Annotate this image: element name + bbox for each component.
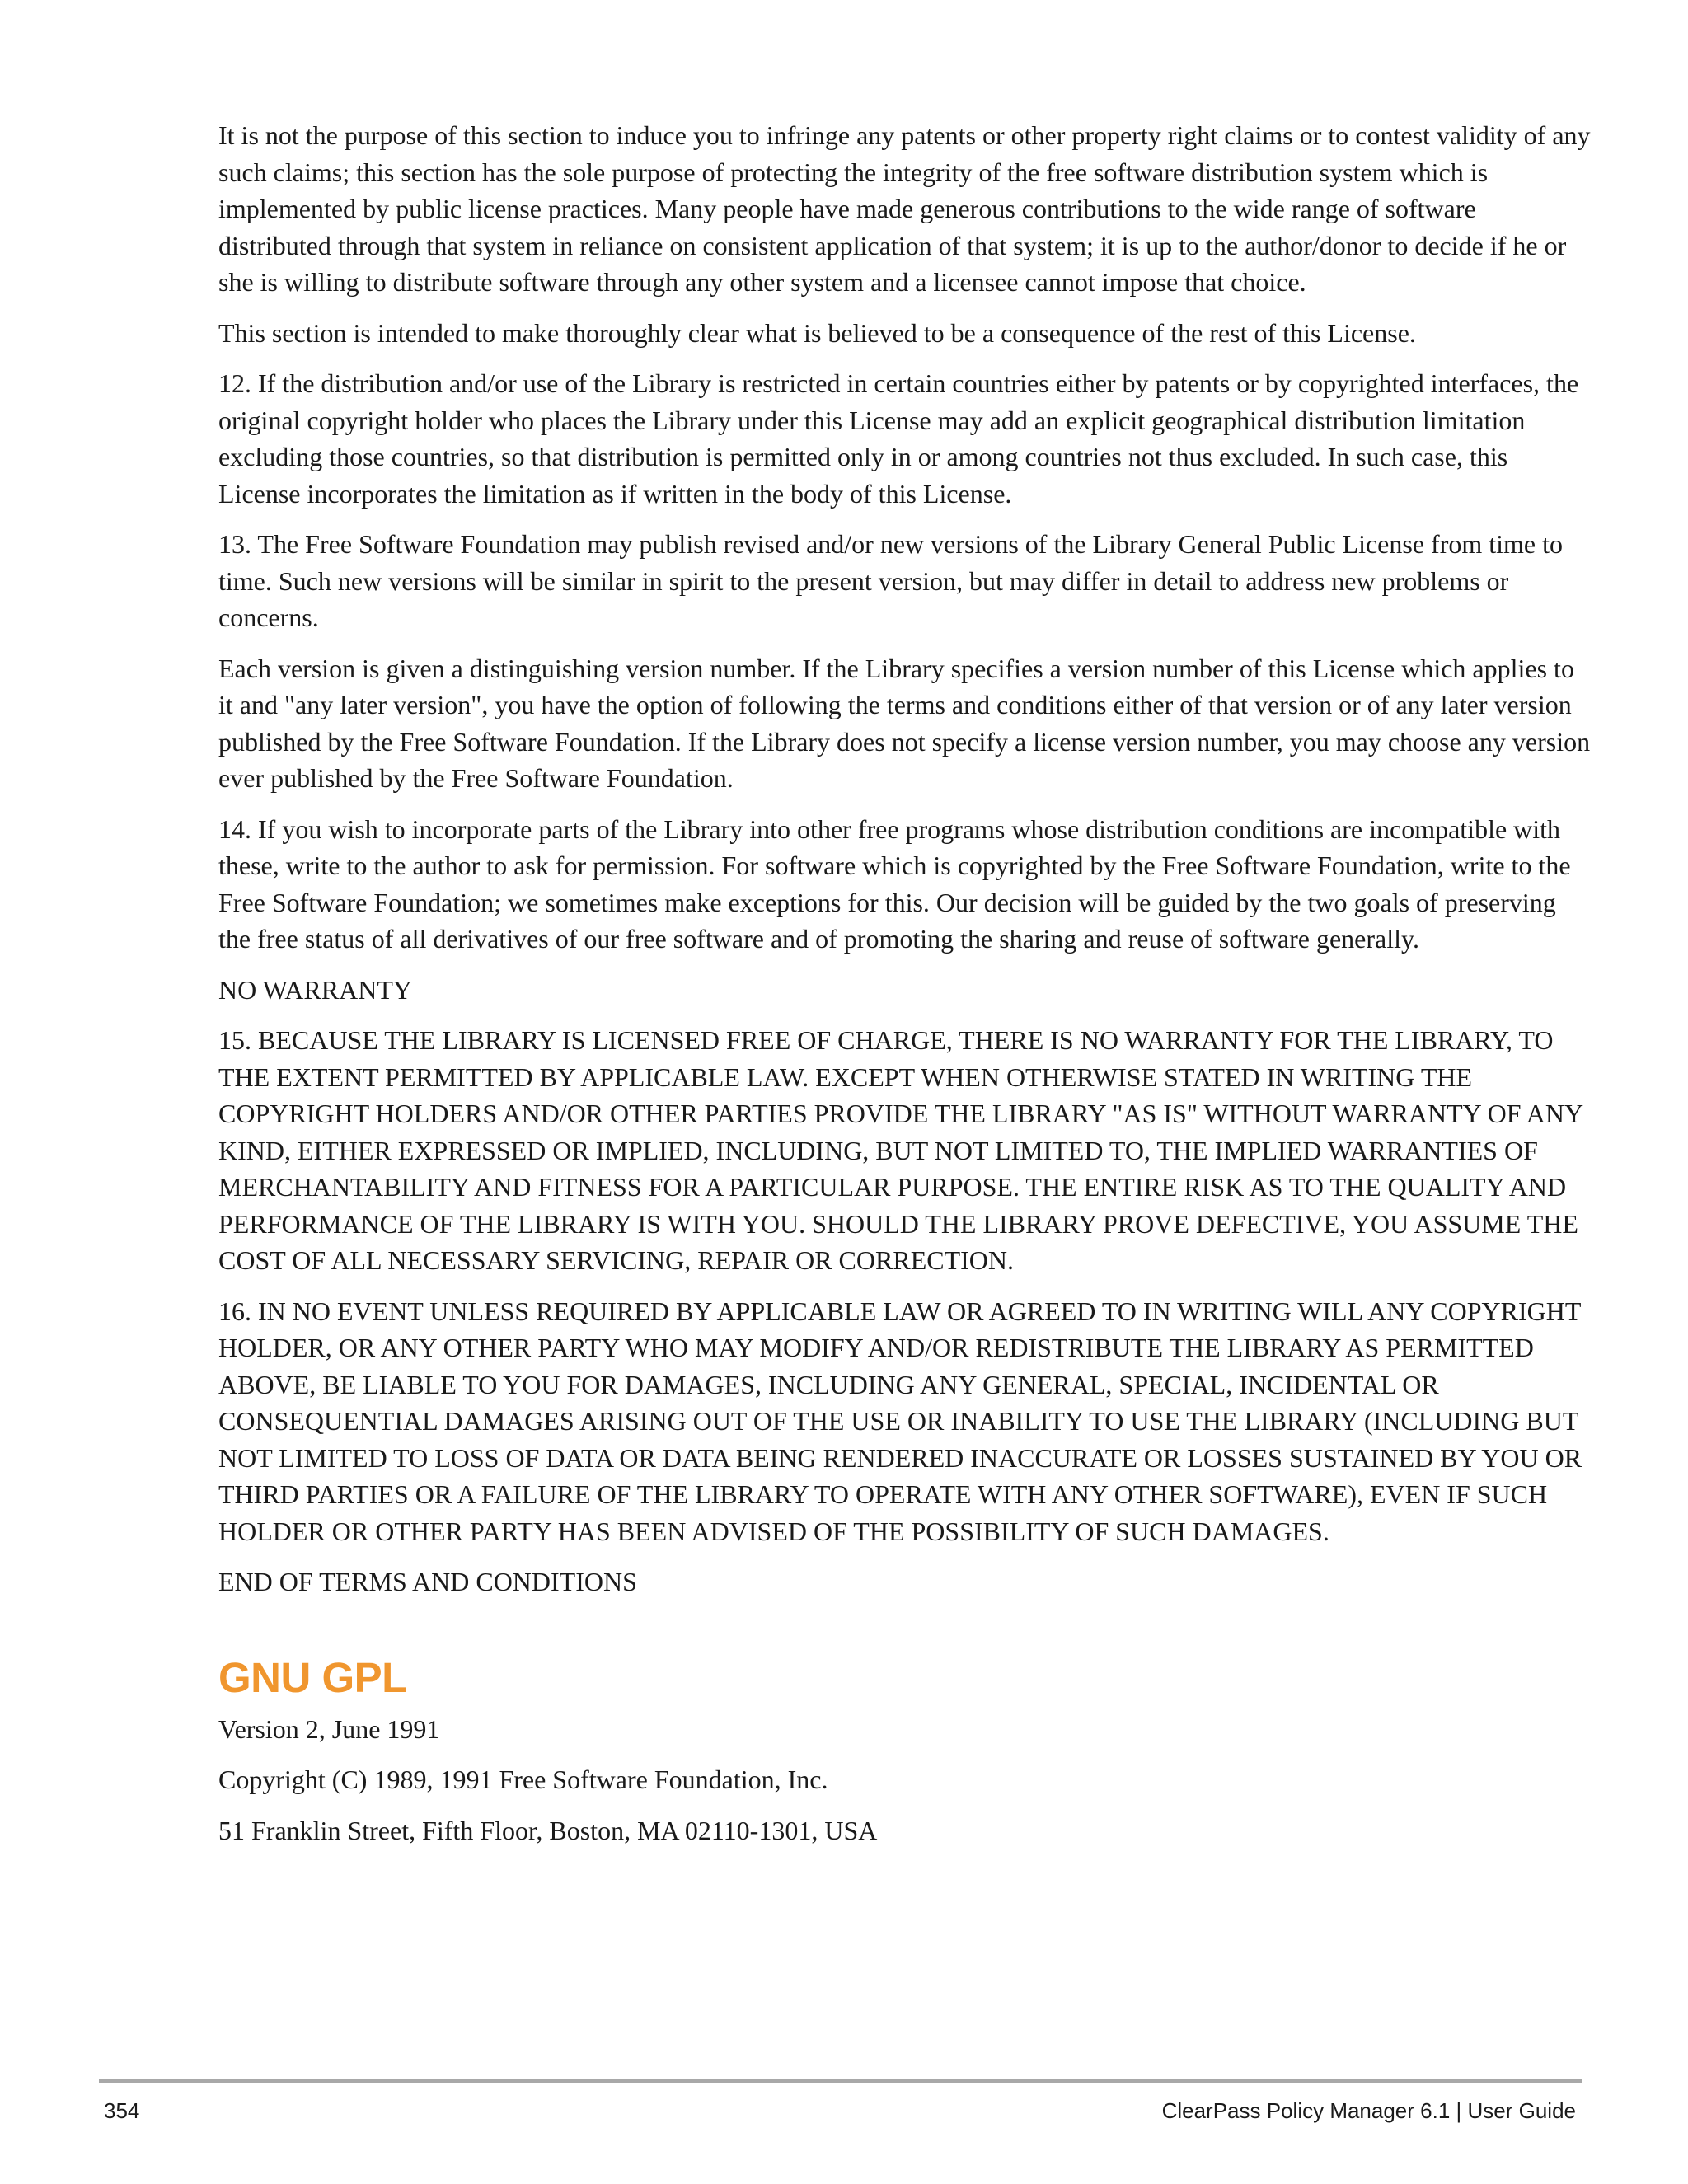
paragraph-section-16: 16. IN NO EVENT UNLESS REQUIRED BY APPLICABLE LAW OR AGREED TO IN WRITING WILL ANY COPYRIGHT HOLDER, OR ANY OTHER PARTY WHO MAY MODIFY AND/OR REDISTRIBUTE THE LIBRARY AS PERMITTED ABOVE, BE LIABLE TO YOU FOR DAMAGES, INCLUDING ANY GENERAL, SPECIAL, INCIDENTAL OR CONSEQUENTIAL DAMAGES ARISING OUT OF THE USE OR INABILITY TO USE THE LIBRARY (INCLUDING BUT NOT LIMITED TO LOSS OF DATA OR DATA BEING RENDERED INACCURATE OR LOSSES SUSTAINED BY YOU OR THIRD PARTIES OR A FAILURE OF THE LIBRARY TO OPERATE WITH ANY OTHER SOFTWARE), EVEN IF SUCH HOLDER OR OTHER PARTY HAS BEEN ADVISED OF THE POSSIBILITY OF SUCH DAMAGES.: [218, 1296, 1582, 1546]
paragraph-section-12: 12. If the distribution and/or use of the Library is restricted in certain countries either by patents or by copyrighted interfaces, the original copyright holder who places the Library under this License may add an explicit geographical distribution limitation excluding those countries, so that distribution is permitted only in or among countries not thus excluded. In such case, this License incorporates the limitation as if written in the body of this License.: [218, 368, 1579, 509]
footer-rule: [99, 2079, 1582, 2083]
gpl-address: 51 Franklin Street, Fifth Floor, Boston, MA 02110-1301, USA: [218, 1815, 878, 1845]
paragraph-section-14: 14. If you wish to incorporate parts of the Library into other free programs whose distribution conditions are incompatible with these, write to the author to ask for permission. For software which is copyrighted by the Free Software Foundation, write to the Free Software Foundation; we sometimes make exceptions for this. Our decision will be guided by the two goals of preserving the free status of all derivatives of our free software and of promoting the sharing and reuse of software generally.: [218, 813, 1571, 954]
gpl-copyright: Copyright (C) 1989, 1991 Free Software Foundation, Inc.: [218, 1765, 828, 1794]
paragraph-section-15: 15. BECAUSE THE LIBRARY IS LICENSED FREE OF CHARGE, THERE IS NO WARRANTY FOR THE LIBRARY, TO THE EXTENT PERMITTED BY APPLICABLE LAW. EXCEPT WHEN OTHERWISE STATED IN WRITING THE COPYRIGHT HOLDERS AND/OR OTHER PARTIES PROVIDE THE LIBRARY "AS IS" WITHOUT WARRANTY OF ANY KIND, EITHER EXPRESSED OR IMPLIED, INCLUDING, BUT NOT LIMITED TO, THE IMPLIED WARRANTIES OF MERCHANTABILITY AND FITNESS FOR A PARTICULAR PURPOSE. THE ENTIRE RISK AS TO THE QUALITY AND PERFORMANCE OF THE LIBRARY IS WITH YOU. SHOULD THE LIBRARY PROVE DEFECTIVE, YOU ASSUME THE COST OF ALL NECESSARY SERVICING, REPAIR OR CORRECTION.: [218, 1025, 1582, 1275]
paragraph-version-number: Each version is given a distinguishing version number. If the Library specifies a version number of this License which applies to it and "any later version", you have the option of following the terms and conditions either of that version or of any later version published by the Free Software Foundation. If the Library does not specify a license version number, you may choose any version ever published by the Free Software Foundation.: [218, 653, 1591, 793]
gpl-version: Version 2, June 1991: [218, 1713, 440, 1744]
page-body: [218, 117, 1591, 1863]
paragraph-patents-purpose: It is not the purpose of this section to induce you to infringe any patents or other property right claims or to contest validity of any such claims; this section has the sole purpose of protecting the integrity of the free software distribution system which is implemented by public license practices. Many people have made generous contributions to the wide range of software distributed through that system in reliance on consistent application of that system; it is up to the author/donor to decide if he or she is willing to distribute software through any other system and a licensee cannot impose that choice.: [218, 120, 1591, 297]
paragraph-section-13: 13. The Free Software Foundation may publish revised and/or new versions of the Library General Public License from time to time. Such new versions will be similar in spirit to the present version, but may differ in detail to address new problems or concerns.: [218, 529, 1563, 632]
page-number: 354: [104, 2098, 140, 2123]
paragraph-end-of-terms: END OF TERMS AND CONDITIONS: [218, 1567, 637, 1596]
guide-title: ClearPass Policy Manager 6.1 | User Guide: [1161, 2098, 1576, 2123]
heading-no-warranty: NO WARRANTY: [218, 974, 412, 1005]
paragraph-section-intent: This section is intended to make thoroughly clear what is believed to be a consequence of the rest of this License.: [218, 317, 1416, 348]
section-heading-gnu-gpl: GNU GPL: [218, 1653, 407, 1701]
